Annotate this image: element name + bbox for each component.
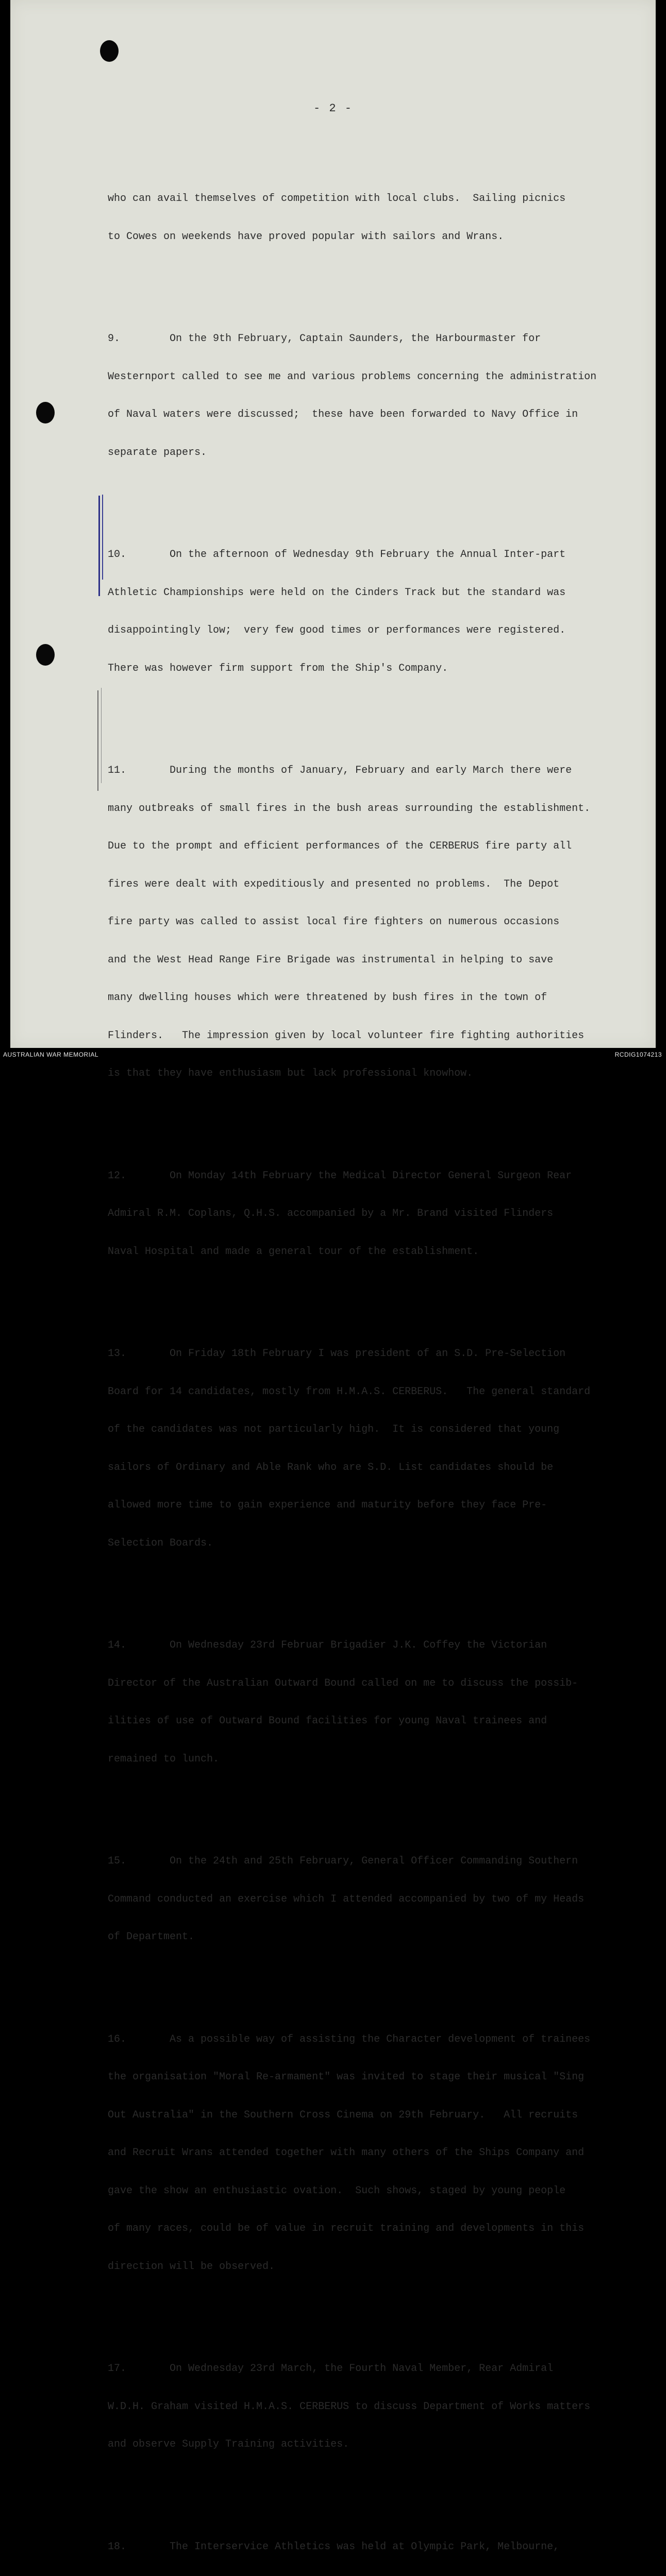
text-line: and Recruit Wrans attended together with many others of the Ships Company and xyxy=(108,2147,634,2160)
paragraph-17 xyxy=(108,2337,634,2477)
paragraph-continuation xyxy=(108,167,634,268)
text-line: Out Australia" in the Southern Cross Cinema on 29th February. All recruits xyxy=(108,2109,634,2122)
text-line: There was however firm support from the Ship's Company. xyxy=(108,663,634,675)
text-line: and the West Head Range Fire Brigade was instrumental in helping to save xyxy=(108,954,634,967)
text-line: Board for 14 candidates, mostly from H.M.A.S. CERBERUS. The general standard xyxy=(108,1386,634,1399)
text-line: of Department. xyxy=(108,1931,634,1944)
text-line: 10. On the afternoon of Wednesday 9th February the Annual Inter-part xyxy=(108,549,634,562)
text-line: 14. On Wednesday 23rd Februar Brigadier J.K. Coffey the Victorian xyxy=(108,1639,634,1652)
punch-hole-top xyxy=(100,40,119,62)
archive-credit: AUSTRALIAN WAR MEMORIAL xyxy=(3,1051,98,1058)
paragraph-13 xyxy=(108,1323,634,1575)
text-line: gave the show an enthusiastic ovation. Such shows, staged by young people xyxy=(108,2185,634,2198)
text-line: many dwelling houses which were threatened by bush fires in the town of xyxy=(108,992,634,1005)
paragraph-12 xyxy=(108,1145,634,1284)
text-line: disappointingly low; very few good times or performances were registered. xyxy=(108,624,634,637)
text-line: 18. The Interservice Athletics was held at Olympic Park, Melbourne, xyxy=(108,2541,634,2554)
paragraph-9 xyxy=(108,308,634,484)
margin-mark-paragraph-13 xyxy=(98,496,100,596)
text-line: of the candidates was not particularly high. It is considered that young xyxy=(108,1423,634,1436)
text-line: separate papers. xyxy=(108,447,634,460)
paragraph-15 xyxy=(108,1830,634,1969)
text-line: who can avail themselves of competition with local clubs. Sailing picnics xyxy=(108,193,634,206)
text-line: direction will be observed. xyxy=(108,2261,634,2274)
text-line: to Cowes on weekends have proved popular with sailors and Wrans. xyxy=(108,231,634,244)
text-line: Westernport called to see me and various problems concerning the administration xyxy=(108,371,634,384)
text-line: 13. On Friday 18th February I was president of an S.D. Pre-Selection xyxy=(108,1348,634,1361)
punch-hole-middle xyxy=(36,402,55,423)
text-line: 12. On Monday 14th February the Medical Director General Surgeon Rear xyxy=(108,1170,634,1183)
text-line: allowed more time to gain experience and maturity before they face Pre- xyxy=(108,1499,634,1512)
text-line: 16. As a possible way of assisting the Character development of trainees xyxy=(108,2033,634,2046)
text-line: ilities of use of Outward Bound facilities for young Naval trainees and xyxy=(108,1715,634,1728)
text-line: Flinders. The impression given by local volunteer fire fighting authorities xyxy=(108,1030,634,1043)
paragraph-11 xyxy=(108,739,634,1106)
text-line: Selection Boards. xyxy=(108,1537,634,1550)
text-line: the organisation "Moral Re-armament" was invited to stage their musical "Sing xyxy=(108,2071,634,2084)
margin-mark-paragraph-16 xyxy=(97,690,98,791)
text-line: 11. During the months of January, February and early March there were xyxy=(108,765,634,777)
text-line: Athletic Championships were held on the Cinders Track but the standard was xyxy=(108,587,634,600)
text-line: Naval Hospital and made a general tour of the establishment. xyxy=(108,1246,634,1259)
document-body xyxy=(108,142,634,2576)
text-line: 15. On the 24th and 25th February, General Officer Commanding Southern xyxy=(108,1855,634,1868)
text-line: fires were dealt with expeditiously and presented no problems. The Depot xyxy=(108,878,634,891)
text-line: Command conducted an exercise which I attended accompanied by two of my Heads xyxy=(108,1893,634,1906)
text-line: sailors of Ordinary and Able Rank who are S.D. List candidates should be xyxy=(108,1462,634,1475)
text-line: many outbreaks of small fires in the bush areas surrounding the establishment. xyxy=(108,803,634,816)
paragraph-16 xyxy=(108,2008,634,2299)
margin-mark-paragraph-16-second xyxy=(101,688,102,783)
text-line: is that they have enthusiasm but lack professional knowhow. xyxy=(108,1067,634,1080)
text-line: and observe Supply Training activities. xyxy=(108,2438,634,2451)
paragraph-10 xyxy=(108,523,634,700)
paragraph-14 xyxy=(108,1614,634,1791)
document-page xyxy=(10,0,656,1048)
page-number: - 2 - xyxy=(10,102,656,115)
archive-reference: RCDIG1074213 xyxy=(615,1051,662,1058)
text-line: of Naval waters were discussed; these have been forwarded to Navy Office in xyxy=(108,409,634,421)
text-line: Due to the prompt and efficient performances of the CERBERUS fire party all xyxy=(108,840,634,853)
paragraph-18 xyxy=(108,2516,634,2576)
text-line: Director of the Australian Outward Bound called on me to discuss the possib- xyxy=(108,1677,634,1690)
text-line: remained to lunch. xyxy=(108,1753,634,1766)
text-line: Admiral R.M. Coplans, Q.H.S. accompanied by a Mr. Brand visited Flinders xyxy=(108,1208,634,1221)
margin-mark-paragraph-13-second xyxy=(102,495,103,580)
text-line: 17. On Wednesday 23rd March, the Fourth Naval Member, Rear Admiral xyxy=(108,2363,634,2376)
text-line: of many races, could be of value in recruit training and developments in this xyxy=(108,2223,634,2235)
text-line: fire party was called to assist local fire fighters on numerous occasions xyxy=(108,916,634,929)
text-line: W.D.H. Graham visited H.M.A.S. CERBERUS to discuss Department of Works matters xyxy=(108,2401,634,2414)
text-line: 9. On the 9th February, Captain Saunders, the Harbourmaster for xyxy=(108,333,634,346)
punch-hole-lower xyxy=(36,644,55,666)
